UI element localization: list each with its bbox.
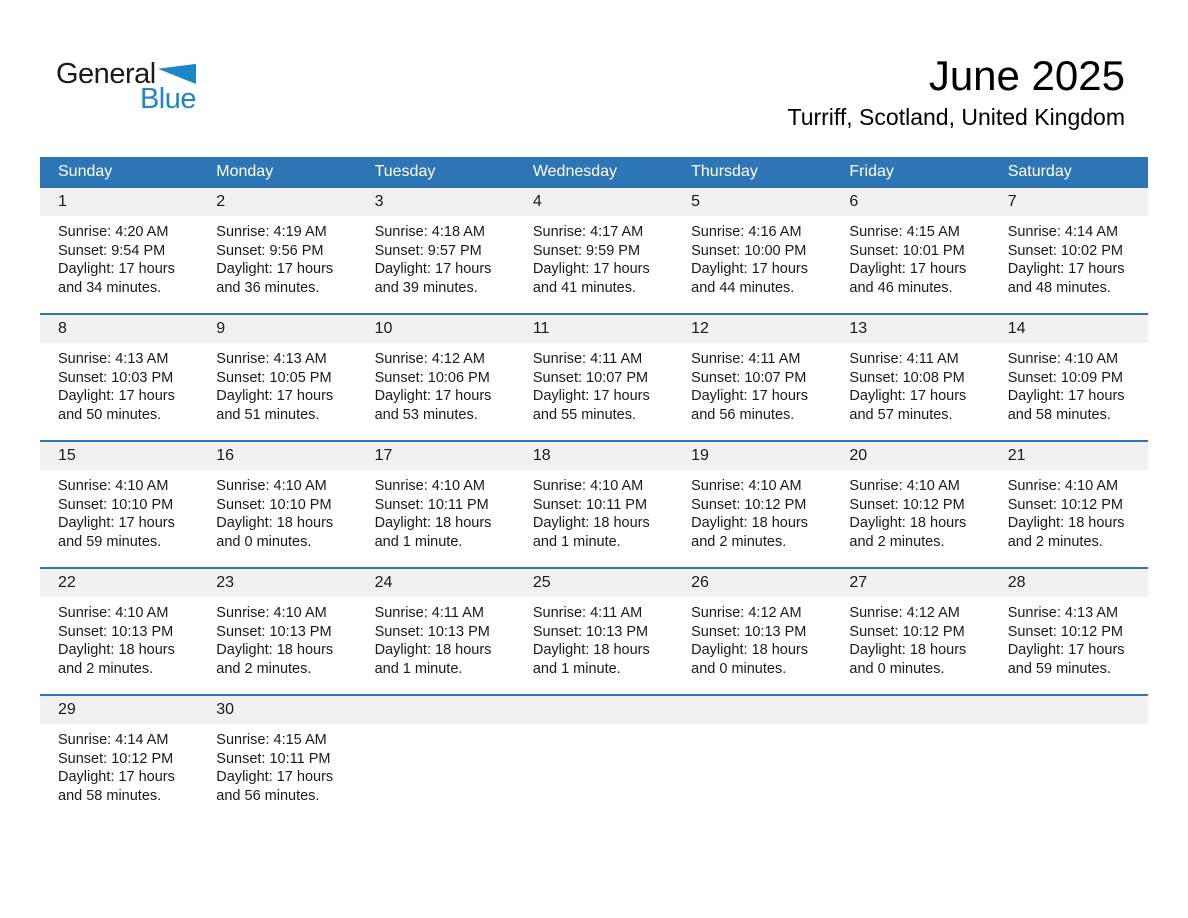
day-cell-27	[831, 568, 989, 695]
daylight-text-line2: and 53 minutes.	[374, 406, 478, 423]
day-cell-12	[673, 314, 831, 441]
sunset-text: Sunset: 10:12 PM	[1007, 496, 1123, 513]
day-cell-empty	[357, 695, 515, 821]
sunrise-text: Sunrise: 4:11 AM	[849, 351, 959, 367]
logo-text-general: General	[56, 58, 156, 90]
sunset-text: Sunset: 10:13 PM	[691, 623, 807, 640]
day-number-strip	[990, 569, 1148, 597]
day-number: 19	[691, 447, 709, 464]
day-cell-empty	[990, 695, 1148, 821]
day-info	[990, 597, 1148, 694]
day-info	[515, 724, 673, 821]
day-number-strip	[357, 188, 515, 216]
day-number-strip	[673, 569, 831, 597]
sunrise-text: Sunrise: 4:14 AM	[1007, 224, 1119, 240]
daylight-text-line1: Daylight: 17 hours	[374, 388, 492, 405]
sunset-text: Sunset: 9:56 PM	[216, 242, 324, 259]
day-cell-empty	[673, 695, 831, 821]
day-info	[40, 724, 198, 821]
daylight-text-line1: Daylight: 17 hours	[58, 769, 175, 786]
daylight-text-line2: and 1 minute.	[374, 533, 463, 550]
day-number-strip	[831, 188, 989, 216]
week-row-4	[40, 568, 1148, 695]
sunset-text: Sunset: 9:54 PM	[58, 242, 166, 259]
day-number: 13	[849, 320, 868, 337]
page-subtitle: Turriff, Scotland, United Kingdom	[787, 104, 1125, 131]
daylight-text-line1: Daylight: 17 hours	[691, 388, 808, 405]
day-number: 12	[691, 320, 709, 337]
sunrise-text: Sunrise: 4:12 AM	[691, 605, 802, 621]
day-number-strip	[515, 569, 673, 597]
daylight-text-line2: and 36 minutes.	[216, 279, 320, 296]
sunset-text: Sunset: 10:13 PM	[216, 623, 332, 640]
day-number-strip	[40, 569, 198, 597]
sunset-text: Sunset: 10:12 PM	[849, 623, 965, 640]
daylight-text-line1: Daylight: 17 hours	[58, 261, 175, 278]
daylight-text-line2: and 41 minutes.	[532, 279, 637, 296]
sunset-text: Sunset: 10:02 PM	[1007, 242, 1123, 259]
day-info	[357, 470, 515, 567]
sunrise-text: Sunrise: 4:10 AM	[216, 605, 327, 621]
sunset-text: Sunset: 10:06 PM	[374, 369, 490, 386]
sunset-text: Sunset: 10:12 PM	[849, 496, 965, 513]
sunset-text: Sunset: 10:12 PM	[691, 496, 807, 513]
daylight-text-line2: and 1 minute.	[374, 660, 463, 677]
weekday-header-thursday: Thursday	[673, 157, 831, 187]
day-number-strip	[673, 315, 831, 343]
daylight-text-line1: Daylight: 18 hours	[849, 642, 967, 659]
daylight-text-line1: Daylight: 17 hours	[374, 261, 492, 278]
day-cell-14	[990, 314, 1148, 441]
day-info	[515, 470, 673, 567]
day-number: 28	[1007, 574, 1026, 591]
day-number: 20	[849, 447, 868, 464]
daylight-text-line2: and 1 minute.	[532, 533, 621, 550]
daylight-text-line1: Daylight: 17 hours	[849, 388, 967, 405]
day-info	[990, 724, 1148, 821]
day-number-strip	[515, 188, 673, 216]
sunrise-text: Sunrise: 4:10 AM	[58, 605, 169, 621]
day-number: 21	[1007, 447, 1026, 464]
daylight-text-line1: Daylight: 18 hours	[849, 515, 967, 532]
day-info	[831, 470, 989, 567]
sunset-text: Sunset: 10:07 PM	[532, 369, 649, 386]
day-number-strip	[673, 442, 831, 470]
day-info	[673, 470, 831, 567]
day-number-strip	[198, 442, 356, 470]
daylight-text-line2: and 44 minutes.	[691, 279, 795, 296]
week-row-5	[40, 695, 1148, 821]
weekday-header-row	[40, 157, 1148, 187]
sunrise-text: Sunrise: 4:12 AM	[374, 351, 485, 367]
day-info	[198, 724, 356, 821]
sunset-text: Sunset: 10:13 PM	[58, 623, 174, 640]
sunrise-text: Sunrise: 4:10 AM	[374, 478, 485, 494]
sunset-text: Sunset: 10:00 PM	[691, 242, 807, 259]
weekday-header-tuesday: Tuesday	[357, 157, 515, 187]
day-number-strip	[357, 569, 515, 597]
day-cell-26	[673, 568, 831, 695]
day-cell-empty	[831, 695, 989, 821]
day-info	[515, 216, 673, 313]
day-number: 24	[374, 574, 393, 591]
daylight-text-line2: and 57 minutes.	[849, 406, 953, 423]
sunrise-text: Sunrise: 4:10 AM	[849, 478, 960, 494]
daylight-text-line1: Daylight: 17 hours	[691, 261, 808, 278]
day-number: 8	[58, 320, 67, 337]
sunrise-text: Sunrise: 4:14 AM	[58, 732, 169, 748]
week-row-1	[40, 187, 1148, 314]
daylight-text-line2: and 34 minutes.	[58, 279, 162, 296]
day-number-strip	[198, 315, 356, 343]
day-number: 4	[532, 193, 542, 210]
day-info	[673, 216, 831, 313]
day-cell-8	[40, 314, 198, 441]
daylight-text-line1: Daylight: 18 hours	[216, 515, 334, 532]
day-number: 1	[58, 193, 67, 210]
daylight-text-line1: Daylight: 17 hours	[1007, 388, 1125, 405]
daylight-text-line2: and 0 minutes.	[849, 660, 945, 677]
day-cell-24	[357, 568, 515, 695]
sunrise-text: Sunrise: 4:10 AM	[216, 478, 327, 494]
day-info	[357, 343, 515, 440]
week-row-2	[40, 314, 1148, 441]
sunset-text: Sunset: 10:11 PM	[216, 750, 331, 767]
weekday-header-sunday: Sunday	[40, 157, 198, 187]
day-number-strip	[990, 315, 1148, 343]
week-row-3	[40, 441, 1148, 568]
sunset-text: Sunset: 9:57 PM	[374, 242, 482, 259]
day-info	[990, 216, 1148, 313]
day-number-strip	[990, 188, 1148, 216]
sunset-text: Sunset: 10:12 PM	[1007, 623, 1123, 640]
day-cell-22	[40, 568, 198, 695]
day-cell-17	[357, 441, 515, 568]
day-number-strip	[831, 569, 989, 597]
day-number-strip	[515, 315, 673, 343]
day-cell-21	[990, 441, 1148, 568]
day-info	[357, 724, 515, 821]
daylight-text-line1: Daylight: 17 hours	[216, 261, 334, 278]
daylight-text-line2: and 59 minutes.	[58, 533, 162, 550]
daylight-text-line1: Daylight: 18 hours	[532, 642, 650, 659]
daylight-text-line1: Daylight: 17 hours	[1007, 642, 1125, 659]
day-number: 27	[849, 574, 868, 591]
weekday-header-saturday: Saturday	[990, 157, 1148, 187]
day-info	[831, 343, 989, 440]
day-number: 23	[216, 574, 235, 591]
day-info	[831, 724, 989, 821]
day-cell-9	[198, 314, 356, 441]
daylight-text-line1: Daylight: 17 hours	[216, 388, 334, 405]
day-info	[357, 216, 515, 313]
daylight-text-line2: and 59 minutes.	[1007, 660, 1111, 677]
day-number: 17	[374, 447, 393, 464]
day-number: 6	[849, 193, 859, 210]
daylight-text-line2: and 50 minutes.	[58, 406, 162, 423]
day-number: 11	[532, 320, 550, 337]
daylight-text-line2: and 0 minutes.	[691, 660, 787, 677]
daylight-text-line2: and 2 minutes.	[849, 533, 945, 550]
day-info	[990, 343, 1148, 440]
day-info	[515, 343, 673, 440]
day-number-strip	[357, 315, 515, 343]
day-info	[198, 597, 356, 694]
daylight-text-line2: and 46 minutes.	[849, 279, 953, 296]
day-info	[357, 597, 515, 694]
day-cell-5	[673, 187, 831, 314]
daylight-text-line1: Daylight: 18 hours	[374, 642, 492, 659]
daylight-text-line2: and 56 minutes.	[691, 406, 795, 423]
daylight-text-line1: Daylight: 18 hours	[216, 642, 334, 659]
day-info	[40, 597, 198, 694]
general-blue-logo	[56, 60, 196, 114]
daylight-text-line2: and 55 minutes.	[532, 406, 637, 423]
weekday-header-friday: Friday	[831, 157, 989, 187]
day-number: 25	[532, 574, 551, 591]
day-cell-18	[515, 441, 673, 568]
day-number-strip	[831, 696, 989, 724]
daylight-text-line1: Daylight: 17 hours	[58, 388, 175, 405]
daylight-text-line1: Daylight: 17 hours	[849, 261, 967, 278]
daylight-text-line2: and 58 minutes.	[58, 787, 162, 804]
daylight-text-line1: Daylight: 18 hours	[1007, 515, 1125, 532]
daylight-text-line2: and 51 minutes.	[216, 406, 320, 423]
daylight-text-line1: Daylight: 17 hours	[532, 388, 650, 405]
sunrise-text: Sunrise: 4:11 AM	[532, 605, 643, 621]
day-cell-20	[831, 441, 989, 568]
sunrise-text: Sunrise: 4:11 AM	[374, 605, 484, 621]
sunrise-text: Sunrise: 4:16 AM	[691, 224, 802, 240]
sunrise-text: Sunrise: 4:10 AM	[58, 478, 169, 494]
day-number-strip	[831, 315, 989, 343]
daylight-text-line1: Daylight: 18 hours	[532, 515, 650, 532]
sunset-text: Sunset: 10:12 PM	[58, 750, 174, 767]
day-cell-4	[515, 187, 673, 314]
day-number-strip	[831, 442, 989, 470]
day-number-strip	[198, 188, 356, 216]
sunset-text: Sunset: 10:13 PM	[374, 623, 490, 640]
sunrise-text: Sunrise: 4:15 AM	[216, 732, 327, 748]
day-cell-16	[198, 441, 356, 568]
day-cell-15	[40, 441, 198, 568]
day-number: 3	[374, 193, 384, 210]
daylight-text-line1: Daylight: 17 hours	[1007, 261, 1125, 278]
day-cell-23	[198, 568, 356, 695]
day-cell-7	[990, 187, 1148, 314]
sunrise-text: Sunrise: 4:18 AM	[374, 224, 485, 240]
day-number: 5	[691, 193, 701, 210]
sunrise-text: Sunrise: 4:11 AM	[691, 351, 801, 367]
daylight-text-line2: and 58 minutes.	[1007, 406, 1111, 423]
day-number-strip	[40, 696, 198, 724]
day-number: 29	[58, 701, 76, 718]
day-info	[673, 343, 831, 440]
sunrise-text: Sunrise: 4:12 AM	[849, 605, 960, 621]
daylight-text-line1: Daylight: 18 hours	[58, 642, 175, 659]
weekday-header-wednesday: Wednesday	[515, 157, 673, 187]
day-number-strip	[673, 188, 831, 216]
day-info	[673, 597, 831, 694]
daylight-text-line1: Daylight: 18 hours	[691, 515, 808, 532]
day-number: 26	[691, 574, 709, 591]
sunset-text: Sunset: 10:07 PM	[691, 369, 807, 386]
day-info	[831, 216, 989, 313]
sunset-text: Sunset: 10:11 PM	[374, 496, 489, 513]
day-cell-25	[515, 568, 673, 695]
day-number-strip	[198, 696, 356, 724]
sunrise-text: Sunrise: 4:15 AM	[849, 224, 960, 240]
day-number-strip	[40, 315, 198, 343]
day-info	[198, 216, 356, 313]
daylight-text-line2: and 2 minutes.	[216, 660, 312, 677]
daylight-text-line2: and 2 minutes.	[691, 533, 787, 550]
day-number: 2	[216, 193, 226, 210]
day-number: 15	[58, 447, 76, 464]
day-number: 7	[1007, 193, 1017, 210]
sunset-text: Sunset: 10:03 PM	[58, 369, 174, 386]
day-cell-19	[673, 441, 831, 568]
day-number: 10	[374, 320, 393, 337]
day-number: 14	[1007, 320, 1026, 337]
daylight-text-line2: and 2 minutes.	[1007, 533, 1103, 550]
daylight-text-line2: and 2 minutes.	[58, 660, 154, 677]
calendar-body	[40, 187, 1148, 821]
sunset-text: Sunset: 10:10 PM	[216, 496, 332, 513]
daylight-text-line1: Daylight: 17 hours	[532, 261, 650, 278]
daylight-text-line2: and 1 minute.	[532, 660, 621, 677]
day-number-strip	[40, 442, 198, 470]
weekday-header-monday: Monday	[198, 157, 356, 187]
day-info	[673, 724, 831, 821]
day-number-strip	[515, 696, 673, 724]
sunrise-text: Sunrise: 4:10 AM	[532, 478, 644, 494]
day-number: 9	[216, 320, 226, 337]
day-info	[990, 470, 1148, 567]
sunrise-text: Sunrise: 4:10 AM	[1007, 351, 1119, 367]
sunrise-text: Sunrise: 4:11 AM	[532, 351, 643, 367]
sunrise-text: Sunrise: 4:13 AM	[216, 351, 327, 367]
day-info	[40, 470, 198, 567]
sunset-text: Sunset: 10:01 PM	[849, 242, 965, 259]
day-cell-empty	[515, 695, 673, 821]
daylight-text-line1: Daylight: 17 hours	[58, 515, 175, 532]
day-number: 18	[532, 447, 551, 464]
day-info	[40, 343, 198, 440]
daylight-text-line1: Daylight: 17 hours	[216, 769, 334, 786]
day-cell-3	[357, 187, 515, 314]
sunset-text: Sunset: 10:08 PM	[849, 369, 965, 386]
sunrise-text: Sunrise: 4:13 AM	[1007, 605, 1119, 621]
logo-text-blue: Blue	[139, 83, 196, 115]
daylight-text-line2: and 56 minutes.	[216, 787, 320, 804]
day-cell-2	[198, 187, 356, 314]
sunset-text: Sunset: 10:10 PM	[58, 496, 174, 513]
day-cell-30	[198, 695, 356, 821]
day-cell-28	[990, 568, 1148, 695]
day-number-strip	[990, 442, 1148, 470]
day-cell-13	[831, 314, 989, 441]
page-title: June 2025	[928, 52, 1125, 99]
day-number-strip	[40, 188, 198, 216]
day-cell-1	[40, 187, 198, 314]
title-block	[788, 52, 1126, 132]
daylight-text-line1: Daylight: 18 hours	[691, 642, 808, 659]
day-number-strip	[673, 696, 831, 724]
sunset-text: Sunset: 10:09 PM	[1007, 369, 1123, 386]
day-number: 22	[58, 574, 76, 591]
day-cell-11	[515, 314, 673, 441]
day-info	[515, 597, 673, 694]
day-number-strip	[357, 442, 515, 470]
sunrise-text: Sunrise: 4:17 AM	[532, 224, 644, 240]
sunrise-text: Sunrise: 4:10 AM	[1007, 478, 1119, 494]
day-number: 30	[216, 701, 235, 718]
sunrise-text: Sunrise: 4:13 AM	[58, 351, 169, 367]
day-number: 16	[216, 447, 235, 464]
day-number-strip	[990, 696, 1148, 724]
day-number-strip	[515, 442, 673, 470]
sunrise-text: Sunrise: 4:20 AM	[58, 224, 169, 240]
day-number-strip	[198, 569, 356, 597]
day-info	[198, 470, 356, 567]
daylight-text-line2: and 39 minutes.	[374, 279, 478, 296]
day-number-strip	[357, 696, 515, 724]
sunset-text: Sunset: 9:59 PM	[532, 242, 641, 259]
daylight-text-line2: and 0 minutes.	[216, 533, 312, 550]
day-cell-10	[357, 314, 515, 441]
sunset-text: Sunset: 10:11 PM	[532, 496, 648, 513]
day-info	[198, 343, 356, 440]
day-cell-6	[831, 187, 989, 314]
day-info	[40, 216, 198, 313]
day-cell-29	[40, 695, 198, 821]
sunset-text: Sunset: 10:05 PM	[216, 369, 332, 386]
sunrise-text: Sunrise: 4:10 AM	[691, 478, 802, 494]
sunset-text: Sunset: 10:13 PM	[532, 623, 649, 640]
page-header	[0, 0, 1188, 157]
daylight-text-line1: Daylight: 18 hours	[374, 515, 492, 532]
sunrise-text: Sunrise: 4:19 AM	[216, 224, 327, 240]
daylight-text-line2: and 48 minutes.	[1007, 279, 1111, 296]
day-info	[831, 597, 989, 694]
calendar-table	[40, 157, 1148, 821]
